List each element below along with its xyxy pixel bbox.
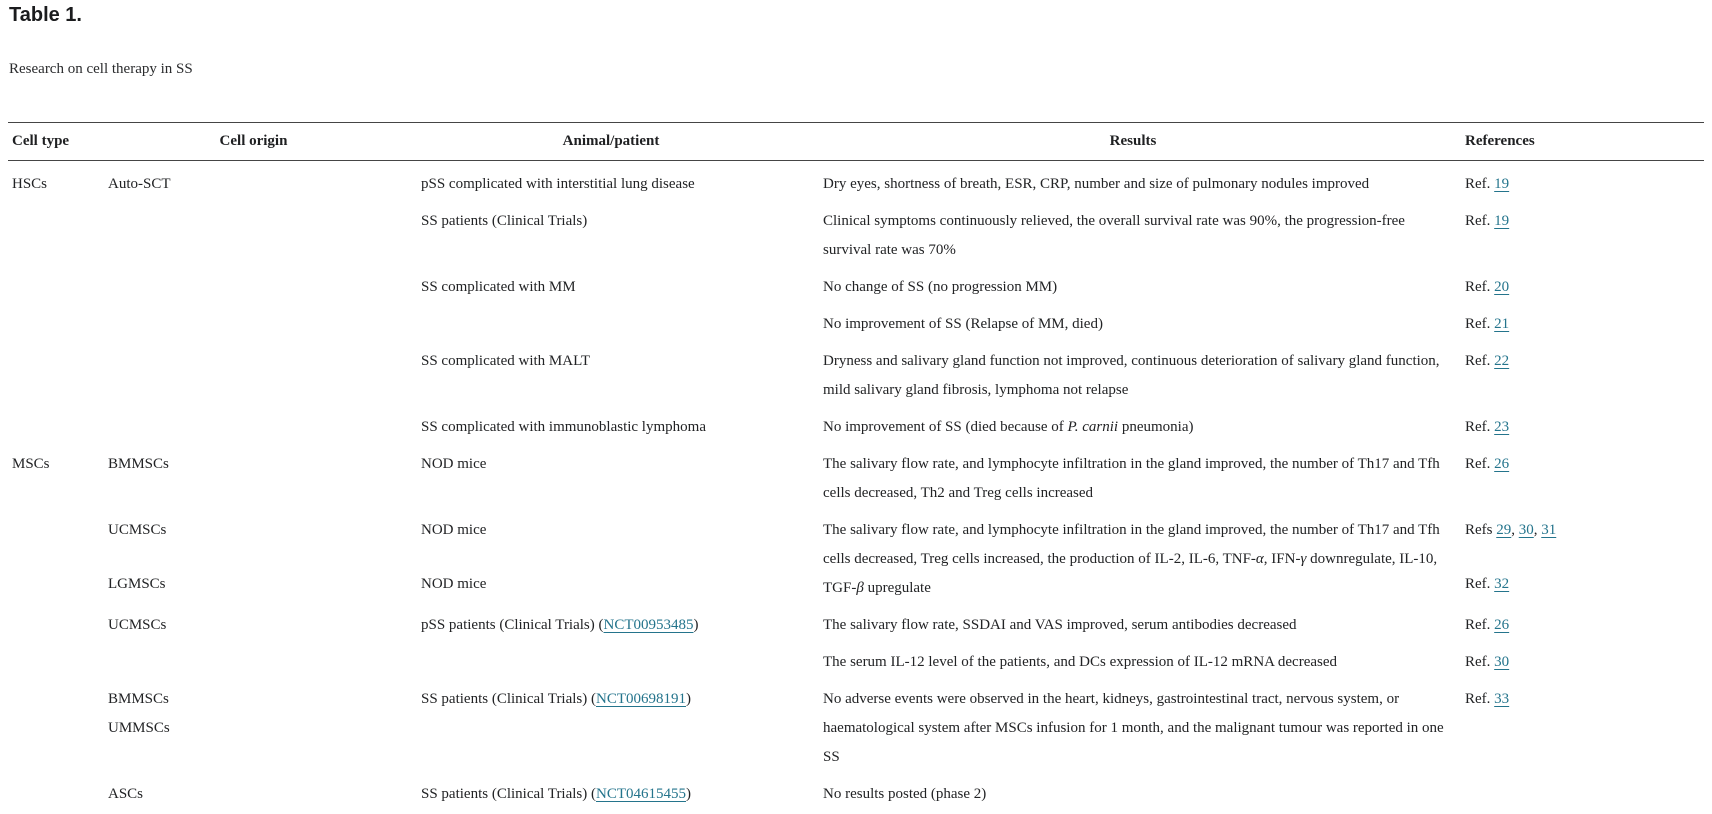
cell-type-cell [8,409,96,446]
data-table [8,122,1704,813]
text-run: Refs [1465,522,1497,538]
reference-link[interactable]: 26 [1494,456,1510,472]
cell-origin-cell: Auto-SCT [108,176,171,192]
results-cell [811,607,1453,644]
text-run: Ref. [1465,353,1495,369]
table-row [8,161,1704,204]
reference-link[interactable]: 33 [1494,691,1510,707]
references-cell [1453,446,1704,512]
reference-link[interactable]: NCT04615455 [596,786,687,802]
animal-patient-cell [409,644,811,681]
article-table-section [0,3,1712,813]
reference-link[interactable]: 19 [1494,176,1510,192]
text-run: NOD mice [421,522,487,538]
table-row [8,446,1704,512]
cell-origin-cell [96,269,409,306]
references-cell [1453,306,1704,343]
animal-patient-cell [409,512,811,566]
text-run: The serum IL-12 level of the patients, and DCs expression of IL-12 mRNA decreased [823,654,1338,670]
cell-origin-cell: ASCs [108,786,144,802]
references-cell [1453,607,1704,644]
column-header-results: Results [811,123,1453,161]
text-run: NOD mice [421,456,487,472]
table-row [8,203,1704,269]
table-row [8,512,1704,566]
text-run: Ref. [1465,419,1495,435]
reference-link[interactable]: 22 [1494,353,1510,369]
text-run: SS complicated with MALT [421,353,591,369]
text-run: NOD mice [421,576,487,592]
text-run: , [1511,522,1519,538]
results-cell [811,203,1453,269]
italic-text: α [1255,551,1264,567]
text-run: Ref. [1465,617,1495,633]
reference-link[interactable]: 20 [1494,279,1510,295]
text-run: The salivary flow rate, and lymphocyte infiltration in the gland improved, the number of Th17 and Tfh cells decreased, Treg cells increased, the production of IL-2, IL-6, TNF- [823,522,1440,567]
cell-origin-cell [96,306,409,343]
text-run: ) [693,617,699,633]
cell-type-cell: HSCs [12,176,48,192]
text-run: , [1533,522,1542,538]
reference-link[interactable]: 21 [1494,316,1510,332]
results-cell [811,161,1453,204]
cell-origin-cell [96,343,409,409]
text-run: Ref. [1465,279,1495,295]
text-run: pSS patients (Clinical Trials) ( [421,617,604,633]
italic-text: P. carnii [1067,419,1119,435]
text-run: Clinical symptoms continuously relieved, the overall survival rate was 90%, the progression-free survival rate was 70% [823,213,1405,258]
table-row [8,343,1704,409]
animal-patient-cell [409,776,811,813]
animal-patient-cell [409,409,811,446]
table-row [8,681,1704,776]
text-run: The salivary flow rate, SSDAI and VAS improved, serum antibodies decreased [823,617,1297,633]
cell-type-cell [8,776,96,813]
text-run: Dry eyes, shortness of breath, ESR, CRP, number and size of pulmonary nodules improved [823,176,1370,192]
text-run: No improvement of SS (Relapse of MM, died) [823,316,1103,332]
table-row [8,269,1704,306]
reference-link[interactable]: 26 [1494,617,1510,633]
table-header-row [8,123,1704,161]
cell-origin-cell: BMMSCs UMMSCs [108,691,170,736]
results-cell [811,644,1453,681]
table-row [8,644,1704,681]
text-run: No change of SS (no progression MM) [823,279,1058,295]
table-row [8,306,1704,343]
text-run: pSS complicated with interstitial lung disease [421,176,695,192]
column-header-cell-origin: Cell origin [96,123,409,161]
cell-origin-cell: UCMSCs [108,617,167,633]
text-run: SS patients (Clinical Trials) ( [421,786,597,802]
cell-type-cell [8,269,96,306]
animal-patient-cell [409,566,811,607]
animal-patient-cell [409,446,811,512]
cell-type-cell [8,512,96,566]
text-run: Ref. [1465,316,1495,332]
cell-origin-cell [96,644,409,681]
reference-link[interactable]: 29 [1496,522,1512,538]
column-header-references: References [1453,123,1704,161]
animal-patient-cell [409,269,811,306]
italic-text: β [856,580,864,596]
references-cell [1453,343,1704,409]
references-cell [1453,269,1704,306]
references-cell [1453,512,1704,566]
reference-link[interactable]: NCT00953485 [603,617,694,633]
reference-link[interactable]: 23 [1494,419,1510,435]
text-run: Ref. [1465,576,1495,592]
results-cell [811,681,1453,776]
cell-type-cell [8,681,96,776]
reference-link[interactable]: 31 [1541,522,1557,538]
text-run: Ref. [1465,176,1495,192]
text-run: SS complicated with MM [421,279,576,295]
cell-type-cell: MSCs [12,456,50,472]
text-run: SS patients (Clinical Trials) [421,213,588,229]
cell-origin-cell: BMMSCs [108,456,169,472]
text-run: upregulate [863,580,931,596]
table-caption: Research on cell therapy in SS [9,61,193,77]
animal-patient-cell [409,306,811,343]
table-row [8,776,1704,813]
text-run: Ref. [1465,213,1495,229]
results-cell [811,776,1453,813]
text-run: Dryness and salivary gland function not improved, continuous deterioration of salivary gland function, mild salivary gland fibrosis, lymphoma not relapse [823,353,1440,398]
table-body [8,161,1704,814]
table-row [8,409,1704,446]
references-cell [1453,566,1704,607]
text-run: Ref. [1465,691,1495,707]
reference-link[interactable]: NCT00698191 [596,691,687,707]
cell-type-cell [8,203,96,269]
animal-patient-cell [409,203,811,269]
references-cell [1453,409,1704,446]
reference-link[interactable]: 30 [1494,654,1510,670]
text-run: SS complicated with immunoblastic lymphoma [421,419,706,435]
cell-origin-cell: LGMSCs [108,576,166,592]
references-cell [1453,644,1704,681]
text-run: The salivary flow rate, and lymphocyte infiltration in the gland improved, the number of Th17 and Tfh cells decreased, Th2 and Treg cells increased [823,456,1440,501]
cell-type-cell [8,343,96,409]
references-cell [1453,203,1704,269]
text-run: SS patients (Clinical Trials) ( [421,691,597,707]
text-run: No adverse events were observed in the heart, kidneys, gastrointestinal tract, nervous system, or haematological system after MSCs infusion for 1 month, and the malignant tumour was reported in one SS [823,691,1444,765]
cell-type-cell [8,566,96,607]
text-run: Ref. [1465,654,1495,670]
references-cell [1453,161,1704,204]
results-cell [811,409,1453,446]
reference-link[interactable]: 19 [1494,213,1510,229]
cell-type-cell [8,644,96,681]
reference-link[interactable]: 32 [1494,576,1510,592]
results-cell [811,512,1453,607]
cell-origin-cell [96,203,409,269]
results-cell [811,269,1453,306]
animal-patient-cell [409,607,811,644]
animal-patient-cell [409,343,811,409]
results-cell [811,446,1453,512]
cell-type-cell [8,607,96,644]
text-run: downregulate, IL-10, TGF- [823,551,1438,596]
animal-patient-cell [409,681,811,776]
page-title: Table 1. [9,4,82,26]
text-run: ) [686,691,692,707]
table-row [8,607,1704,644]
references-cell [1453,776,1704,813]
text-run: , IFN- [1263,551,1301,567]
cell-origin-cell: UCMSCs [108,522,167,538]
text-run: pneumonia) [1118,419,1194,435]
column-header-animal-patient: Animal/patient [409,123,811,161]
cell-type-cell [8,306,96,343]
column-header-cell-type: Cell type [8,123,96,161]
animal-patient-cell [409,161,811,204]
text-run: No results posted (phase 2) [823,786,987,802]
text-run: ) [686,786,692,802]
italic-text: γ [1300,551,1307,567]
results-cell [811,343,1453,409]
text-run: Ref. [1465,456,1495,472]
references-cell [1453,681,1704,776]
reference-link[interactable]: 30 [1518,522,1534,538]
results-cell [811,306,1453,343]
text-run: No improvement of SS (died because of [823,419,1068,435]
cell-origin-cell [96,409,409,446]
